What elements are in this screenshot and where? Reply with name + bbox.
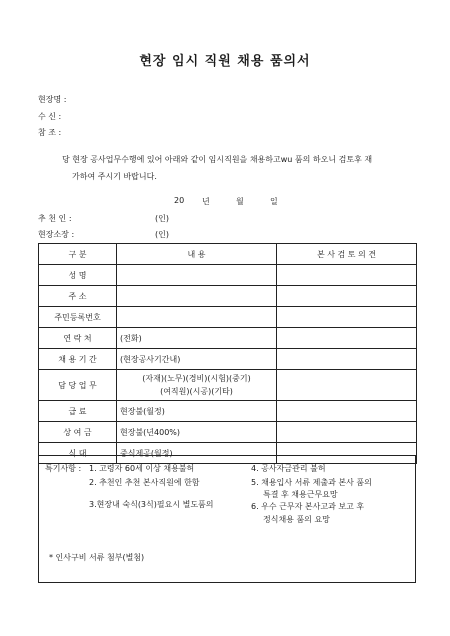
note-item-4: 4. 공사자금관리 불허: [251, 464, 326, 473]
date-year: 20: [174, 196, 185, 205]
table-row: [39, 401, 417, 422]
duty-options-line-2: (여직원)(시공)(기타): [160, 387, 233, 396]
request-line-1: 당 현장 공사업무수행에 있어 아래와 같이 임시직원을 채용하고wu 품의 하오니 검토후 재: [62, 155, 373, 164]
row-value-name[interactable]: [117, 265, 277, 286]
table-row: [39, 370, 417, 401]
table-row: [39, 328, 417, 349]
row-value-resident-id[interactable]: [117, 307, 277, 328]
row-label-contact: 연 락 처: [39, 328, 117, 349]
row-review-address[interactable]: [277, 286, 417, 307]
row-label-address: 주 소: [39, 286, 117, 307]
reference-label: 참 조 :: [38, 128, 62, 137]
row-value-contact[interactable]: (전화): [117, 328, 277, 349]
hiring-details-table: [38, 243, 417, 464]
table-row: [39, 349, 417, 370]
duty-options-line-1: (자재)(노무)(경비)(시험)(중기): [142, 374, 251, 383]
note-item-5-cont: 특결 후 채용근무요망: [263, 490, 338, 499]
note-item-1: 1. 고령자 60세 이상 채용불허: [89, 464, 195, 473]
row-review-salary[interactable]: [277, 401, 417, 422]
notes-heading: 특기사항 :: [45, 464, 82, 473]
row-value-address[interactable]: [117, 286, 277, 307]
header-review: 본 사 검 토 의 견: [277, 244, 417, 265]
row-label-salary: 급 료: [39, 401, 117, 422]
table-row: [39, 286, 417, 307]
row-review-contact[interactable]: [277, 328, 417, 349]
note-item-3: 3.현장내 숙식(3식)필요시 별도품의: [89, 500, 214, 509]
note-item-5: 5. 채용입사 서류 제출과 본사 품의: [251, 478, 372, 487]
document-title: 현장 임시 직원 채용 품의서: [139, 54, 311, 69]
row-review-bonus[interactable]: [277, 422, 417, 443]
row-label-bonus: 상 여 금: [39, 422, 117, 443]
request-paragraph: [62, 151, 418, 185]
site-manager-label: 현장소장 :: [38, 230, 75, 239]
row-value-bonus[interactable]: 현장불(년400%): [117, 422, 277, 443]
row-review-resident-id[interactable]: [277, 307, 417, 328]
note-item-6-cont: 정식채용 품의 요망: [263, 515, 330, 524]
row-value-salary[interactable]: 현장불(월정): [117, 401, 277, 422]
note-item-6: 6. 우수 근무자 본사고과 보고 후: [251, 502, 365, 511]
date-month-unit: 월: [236, 197, 244, 206]
special-notes-box: [38, 455, 416, 583]
row-label-period: 채 용 기 간: [39, 349, 117, 370]
row-value-period[interactable]: (현장공사기간내): [117, 349, 277, 370]
note-item-2: 2. 추천인 추천 본사직원에 한함: [89, 478, 200, 487]
row-review-name[interactable]: [277, 265, 417, 286]
row-label-resident-id: 주민등록번호: [39, 307, 117, 328]
table-row: [39, 265, 417, 286]
header-content: 내 용: [117, 244, 277, 265]
row-review-period[interactable]: [277, 349, 417, 370]
table-row: [39, 422, 417, 443]
row-value-duty[interactable]: [117, 370, 277, 401]
recommender-seal: (인): [155, 214, 169, 223]
row-label-meals: 식 대: [39, 443, 117, 464]
table-row: [39, 307, 417, 328]
row-label-duty: 담 당 업 무: [39, 370, 117, 401]
recommender-label: 추 천 인 :: [38, 214, 72, 223]
row-review-duty[interactable]: [277, 370, 417, 401]
row-value-meals[interactable]: 중식제공(월정): [117, 443, 277, 464]
recipient-label: 수 신 :: [38, 112, 62, 121]
date-year-unit: 년: [202, 197, 210, 206]
attachment-note: * 인사구비 서류 첨부(별첨): [49, 553, 145, 562]
header-category: 구 분: [39, 244, 117, 265]
site-manager-seal: (인): [155, 230, 169, 239]
date-day-unit: 일: [270, 197, 278, 206]
request-line-2: 가하여 주시기 바랍니다.: [72, 172, 157, 181]
table-header-row: [39, 244, 417, 265]
site-name-label: 현장명 :: [38, 95, 67, 104]
row-label-name: 성 명: [39, 265, 117, 286]
